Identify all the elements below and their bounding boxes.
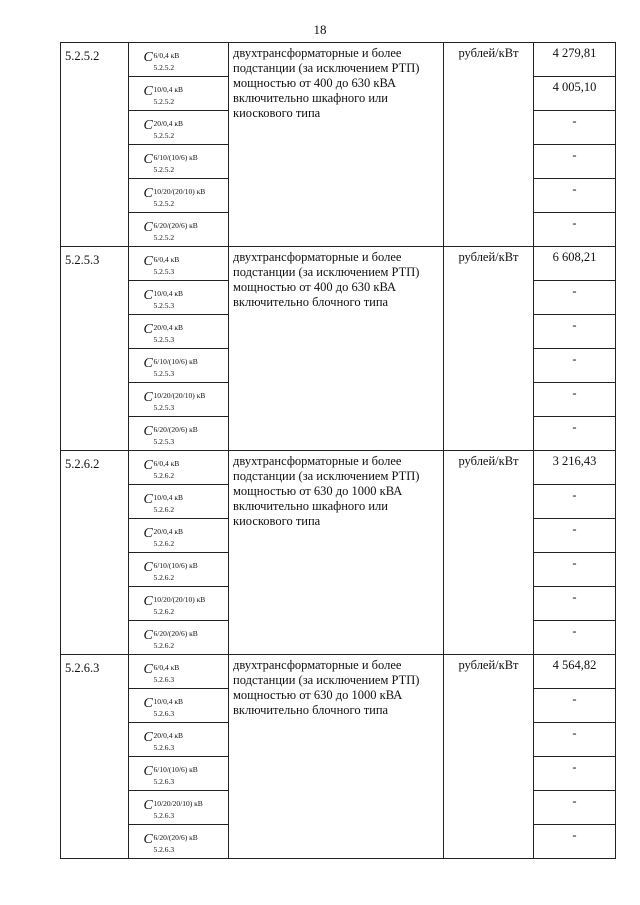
rate-symbol [129,111,229,145]
rate-symbol-index: 5.2.6.2 [153,505,175,514]
rate-symbol-index: 5.2.5.2 [153,97,175,106]
rate-symbol-index: 5.2.6.2 [153,471,175,480]
rate-symbol [129,587,229,621]
rate-symbol-voltage: 10/0,4 кВ [153,493,183,502]
rate-symbol-letter: C [143,662,153,677]
rate-symbol-formula [144,82,214,106]
rate-symbol-voltage: 6/0,4 кВ [153,51,180,60]
rate-value-cell [534,145,616,179]
page-number: 18 [313,22,327,37]
rate-symbol-index: 5.2.5.2 [153,165,175,174]
rate-symbol-letter: C [143,288,153,303]
rate-symbol-letter: C [143,356,153,371]
rate-symbol-letter: C [143,628,153,643]
table-row [61,655,616,689]
rate-symbol-letter: C [143,696,153,711]
rate-value-cell [534,315,616,349]
rate-symbol-index: 5.2.6.3 [153,675,175,684]
rate-value: 4 564,82 [552,658,597,672]
rate-symbol [129,315,229,349]
table-row [61,247,616,281]
table-row [61,451,616,485]
rate-value: - [572,794,577,808]
rate-symbol [129,723,229,757]
rate-symbol-index: 5.2.6.3 [153,743,175,752]
rate-symbol-voltage: 6/20/(20/6) кВ [153,221,198,230]
rate-symbol-formula [144,218,214,242]
rate-value-cell [534,77,616,111]
rate-symbol-voltage: 20/0,4 кВ [153,527,183,536]
rate-symbol-voltage: 10/20/(20/10) кВ [153,187,206,196]
rate-symbol-letter: C [143,254,153,269]
rate-symbol-formula [144,728,214,752]
rate-symbol-index: 5.2.5.2 [153,131,175,140]
item-code: 5.2.5.3 [61,247,129,451]
rate-symbol-index: 5.2.5.2 [153,233,175,242]
rate-value-cell [534,757,616,791]
rate-symbol-formula [144,660,214,684]
rate-symbol-letter: C [143,118,153,133]
rate-symbol-index: 5.2.5.3 [153,335,175,344]
rate-symbol-voltage: 10/0,4 кВ [153,85,183,94]
rate-value-cell [534,43,616,77]
rate-symbol-letter: C [143,798,153,813]
rate-symbol-index: 5.2.5.3 [153,301,175,310]
rate-symbol-voltage: 20/0,4 кВ [153,119,183,128]
rate-symbol-voltage: 6/10/(10/6) кВ [153,765,198,774]
rate-symbol [129,281,229,315]
rate-symbol-formula [144,830,214,854]
rate-symbol [129,247,229,281]
rate-value: - [572,692,577,706]
rate-symbol-letter: C [143,322,153,337]
table-row [61,43,616,77]
rate-symbol-letter: C [143,526,153,541]
rate-symbol-voltage: 6/10/(10/6) кВ [153,561,198,570]
rate-symbol-voltage: 6/10/(10/6) кВ [153,153,198,162]
rate-symbol [129,519,229,553]
item-description: двухтрансформаторные и более подстанции (за исключением РТП) мощностью от 400 до 630 кВА включительно шкафного или киоскового типа [229,43,444,247]
rate-value-cell [534,179,616,213]
rate-symbol-letter: C [143,730,153,745]
rate-value: - [572,420,577,434]
rate-symbol-index: 5.2.6.3 [153,709,175,718]
rate-value: 6 608,21 [552,250,597,264]
rate-symbol-letter: C [143,50,153,65]
rate-value-cell [534,655,616,689]
rate-value: 4 005,10 [552,80,597,94]
tariff-table [60,42,616,859]
rate-symbol-index: 5.2.5.3 [153,403,175,412]
rate-symbol-voltage: 6/20/(20/6) кВ [153,833,198,842]
item-unit: рублей/кВт [444,451,534,655]
rate-value: 4 279,81 [552,46,597,60]
rate-symbol-voltage: 10/20/(20/10) кВ [153,595,206,604]
rate-value-cell [534,485,616,519]
rate-symbol [129,621,229,655]
rate-symbol-letter: C [143,220,153,235]
rate-symbol [129,485,229,519]
rate-symbol [129,757,229,791]
rate-value: - [572,216,577,230]
rate-value: - [572,318,577,332]
rate-symbol-voltage: 10/0,4 кВ [153,697,183,706]
rate-value-cell [534,451,616,485]
rate-symbol-voltage: 20/0,4 кВ [153,323,183,332]
rate-value-cell [534,111,616,145]
tariff-table-body [61,43,616,859]
rate-value: - [572,726,577,740]
rate-value: - [572,114,577,128]
rate-symbol-formula [144,592,214,616]
rate-symbol-letter: C [143,594,153,609]
rate-symbol-index: 5.2.6.2 [153,641,175,650]
item-code: 5.2.6.2 [61,451,129,655]
rate-symbol-letter: C [143,560,153,575]
rate-value-cell [534,723,616,757]
rate-symbol [129,349,229,383]
rate-symbol [129,553,229,587]
rate-symbol-index: 5.2.5.2 [153,199,175,208]
rate-symbol-index: 5.2.5.3 [153,437,175,446]
rate-symbol-formula [144,354,214,378]
rate-symbol-formula [144,422,214,446]
rate-value: - [572,352,577,366]
rate-value-cell [534,417,616,451]
rate-symbol-letter: C [143,492,153,507]
rate-symbol-index: 5.2.6.3 [153,845,175,854]
item-unit: рублей/кВт [444,43,534,247]
rate-symbol-index: 5.2.6.2 [153,573,175,582]
rate-symbol-index: 5.2.5.3 [153,369,175,378]
item-code: 5.2.6.3 [61,655,129,859]
rate-symbol [129,77,229,111]
rate-symbol-index: 5.2.6.2 [153,539,175,548]
item-unit: рублей/кВт [444,655,534,859]
rate-symbol-formula [144,320,214,344]
rate-value: - [572,148,577,162]
rate-symbol-voltage: 6/20/(20/6) кВ [153,629,198,638]
rate-symbol-voltage: 10/20/(20/10) кВ [153,391,206,400]
rate-symbol-letter: C [143,832,153,847]
item-description: двухтрансформаторные и более подстанции (за исключением РТП) мощностью от 400 до 630 кВА включительно блочного типа [229,247,444,451]
rate-value: - [572,556,577,570]
rate-symbol-letter: C [143,186,153,201]
rate-symbol-voltage: 10/20/20/10) кВ [153,799,203,808]
rate-symbol-formula [144,524,214,548]
rate-symbol-formula [144,558,214,582]
rate-value-cell [534,519,616,553]
rate-symbol-formula [144,116,214,140]
item-code: 5.2.5.2 [61,43,129,247]
rate-symbol-letter: C [143,424,153,439]
rate-symbol-index: 5.2.5.3 [153,267,175,276]
rate-symbol [129,689,229,723]
rate-value-cell [534,689,616,723]
rate-value-cell [534,247,616,281]
rate-symbol [129,791,229,825]
rate-value: 3 216,43 [552,454,597,468]
rate-symbol-index: 5.2.6.3 [153,777,175,786]
rate-value-cell [534,213,616,247]
rate-symbol [129,417,229,451]
rate-symbol-formula [144,694,214,718]
item-unit: рублей/кВт [444,247,534,451]
rate-symbol-formula [144,48,214,72]
rate-value-cell [534,383,616,417]
rate-symbol-formula [144,456,214,480]
rate-value: - [572,760,577,774]
rate-symbol [129,655,229,689]
rate-symbol-formula [144,150,214,174]
rate-symbol-formula [144,490,214,514]
rate-symbol [129,383,229,417]
rate-value: - [572,828,577,842]
rate-symbol [129,451,229,485]
rate-symbol-formula [144,796,214,820]
rate-symbol-letter: C [143,152,153,167]
rate-symbol-formula [144,252,214,276]
rate-symbol-voltage: 20/0,4 кВ [153,731,183,740]
rate-symbol-voltage: 6/0,4 кВ [153,459,180,468]
rate-symbol-voltage: 6/0,4 кВ [153,663,180,672]
rate-value: - [572,386,577,400]
rate-symbol-index: 5.2.5.2 [153,63,175,72]
rate-value: - [572,522,577,536]
rate-symbol-voltage: 6/10/(10/6) кВ [153,357,198,366]
rate-symbol-voltage: 6/0,4 кВ [153,255,180,264]
rate-symbol [129,43,229,77]
rate-value-cell [534,621,616,655]
rate-symbol-letter: C [143,84,153,99]
rate-value-cell [534,553,616,587]
rate-symbol-index: 5.2.6.3 [153,811,175,820]
rate-symbol-voltage: 6/20/(20/6) кВ [153,425,198,434]
rate-symbol [129,145,229,179]
rate-symbol [129,213,229,247]
rate-value-cell [534,825,616,859]
rate-value: - [572,590,577,604]
rate-value: - [572,182,577,196]
rate-value-cell [534,791,616,825]
rate-value-cell [534,587,616,621]
rate-value-cell [534,349,616,383]
rate-symbol-letter: C [143,458,153,473]
rate-symbol-index: 5.2.6.2 [153,607,175,616]
rate-value-cell [534,281,616,315]
rate-symbol-formula [144,626,214,650]
rate-value: - [572,284,577,298]
rate-symbol [129,825,229,859]
rate-symbol-formula [144,286,214,310]
rate-symbol-formula [144,184,214,208]
rate-symbol [129,179,229,213]
item-description: двухтрансформаторные и более подстанции (за исключением РТП) мощностью от 630 до 1000 кВА включительно блочного типа [229,655,444,859]
rate-symbol-letter: C [143,764,153,779]
rate-symbol-formula [144,762,214,786]
rate-value: - [572,624,577,638]
rate-value: - [572,488,577,502]
rate-symbol-voltage: 10/0,4 кВ [153,289,183,298]
rate-symbol-letter: C [143,390,153,405]
rate-symbol-formula [144,388,214,412]
item-description: двухтрансформаторные и более подстанции (за исключением РТП) мощностью от 630 до 1000 кВА включительно шкафного или киоскового типа [229,451,444,655]
